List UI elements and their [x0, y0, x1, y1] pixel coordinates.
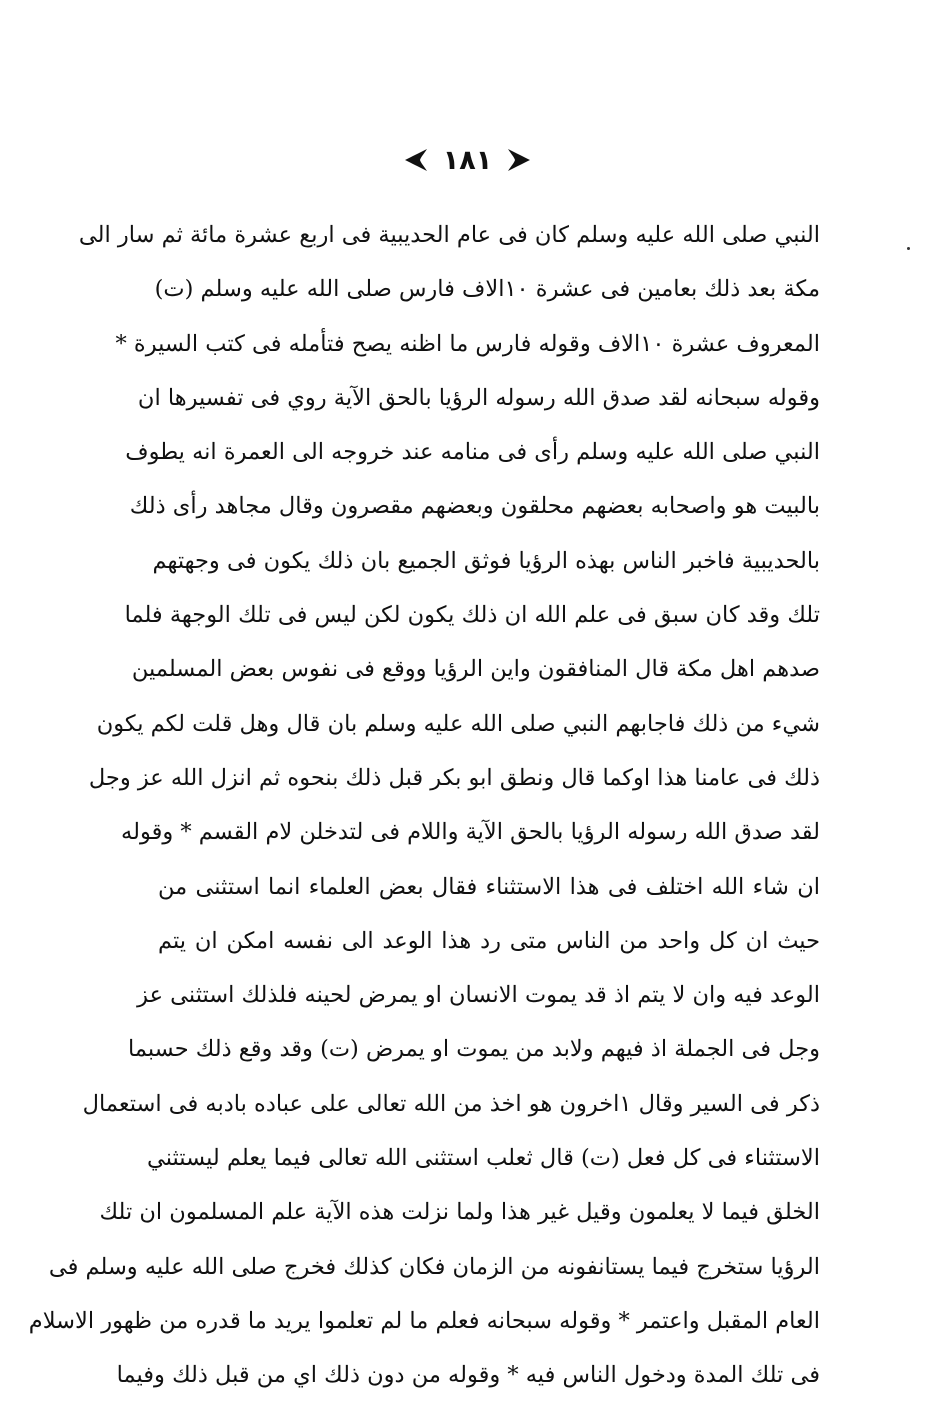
text-line: تلك وقد كان سبق فى علم الله ان ذلك يكون لكن ليس فى تلك الوجهة فلما: [124, 602, 820, 629]
text-line: النبي صلى الله عليه وسلم كان فى عام الحديبية فى اربع عشرة مائة ثم سار الى: [78, 222, 820, 248]
body-text: [28, 208, 820, 1403]
text-line: ذلك فى عامنا هذا اوكما قال ونطق ابو بكر قبل ذلك بنحوه ثم انزل الله عز وجل: [88, 764, 820, 791]
right-ornament-icon: [504, 145, 534, 175]
text-line: شيء من ذلك فاجابهم النبي صلى الله عليه وسلم بان قال وهل قلت لكم يكون: [96, 710, 820, 737]
text-line: صدهم اهل مكة قال المنافقون واين الرؤيا ووقع فى نفوس بعض المسلمين: [131, 656, 820, 683]
text-line: النبي صلى الله عليه وسلم رأى فى منامه عند خروجه الى العمرة انه يطوف: [125, 439, 820, 466]
text-line: الخلق فيما لا يعلمون وقيل غير هذا ولما نزلت هذه الآية علم المسلمون ان تلك: [99, 1199, 820, 1226]
text-line: ان شاء الله اختلف فى هذا الاستثناء فقال بعض العلماء انما استثنى من: [158, 873, 820, 900]
page-header: [0, 136, 935, 184]
text-line: المعروف عشرة ١٠الاف وقوله فارس ما اظنه يصح فتأمله فى كتب السيرة *: [115, 330, 820, 357]
text-line: ذكر فى السير وقال ١اخرون هو اخذ من الله تعالى على عباده بادبه فى استعمال: [82, 1090, 820, 1117]
scan-speck: [907, 247, 910, 250]
text-line: الاستثناء فى كل فعل (ت) قال ثعلب استثنى الله تعالى فيما يعلم ليستثني: [146, 1145, 820, 1172]
text-line: الرؤيا ستخرج فيما يستانفونه من الزمان فكان كذلك فخرج صلى الله عليه وسلم فى: [48, 1253, 820, 1280]
left-ornament-icon: [401, 145, 431, 175]
text-line: لقد صدق الله رسوله الرؤيا بالحق الآية واللام فى لتدخلن لام القسم * وقوله: [121, 819, 820, 846]
text-line: وجل فى الجملة اذ فيهم ولابد من يموت او يمرض (ت) وقد وقع ذلك حسبما: [127, 1036, 820, 1063]
text-line: وقوله سبحانه لقد صدق الله رسوله الرؤيا بالحق الآية روي فى تفسيرها ان: [137, 384, 820, 411]
text-line: بالبيت هو واصحابه بعضهم محلقون وبعضهم مقصرون وقال مجاهد رأى ذلك: [129, 493, 820, 520]
text-line: حيث ان كل واحد من الناس متى رد هذا الوعد الى نفسه امكن ان يتم: [158, 927, 820, 954]
text-line: العام المقبل واعتمر * وقوله سبحانه فعلم ما لم تعلموا يريد ما قدره من ظهور الاسلام: [28, 1307, 820, 1334]
text-line: فى تلك المدة ودخول الناس فيه * وقوله من دون ذلك اي من قبل ذلك وفيما: [116, 1362, 820, 1389]
text-line: الوعد فيه وان لا يتم اذ قد يموت الانسان او يمرض لحينه فلذلك استثنى عز: [137, 982, 820, 1009]
text-line: بالحديبية فاخبر الناس بهذه الرؤيا فوثق الجميع بان ذلك يكون فى وجهتهم: [152, 547, 820, 574]
text-line: مكة بعد ذلك بعامين فى عشرة ١٠الاف فارس صلى الله عليه وسلم (ت): [154, 276, 820, 303]
page-number: ١٨١: [442, 144, 493, 176]
